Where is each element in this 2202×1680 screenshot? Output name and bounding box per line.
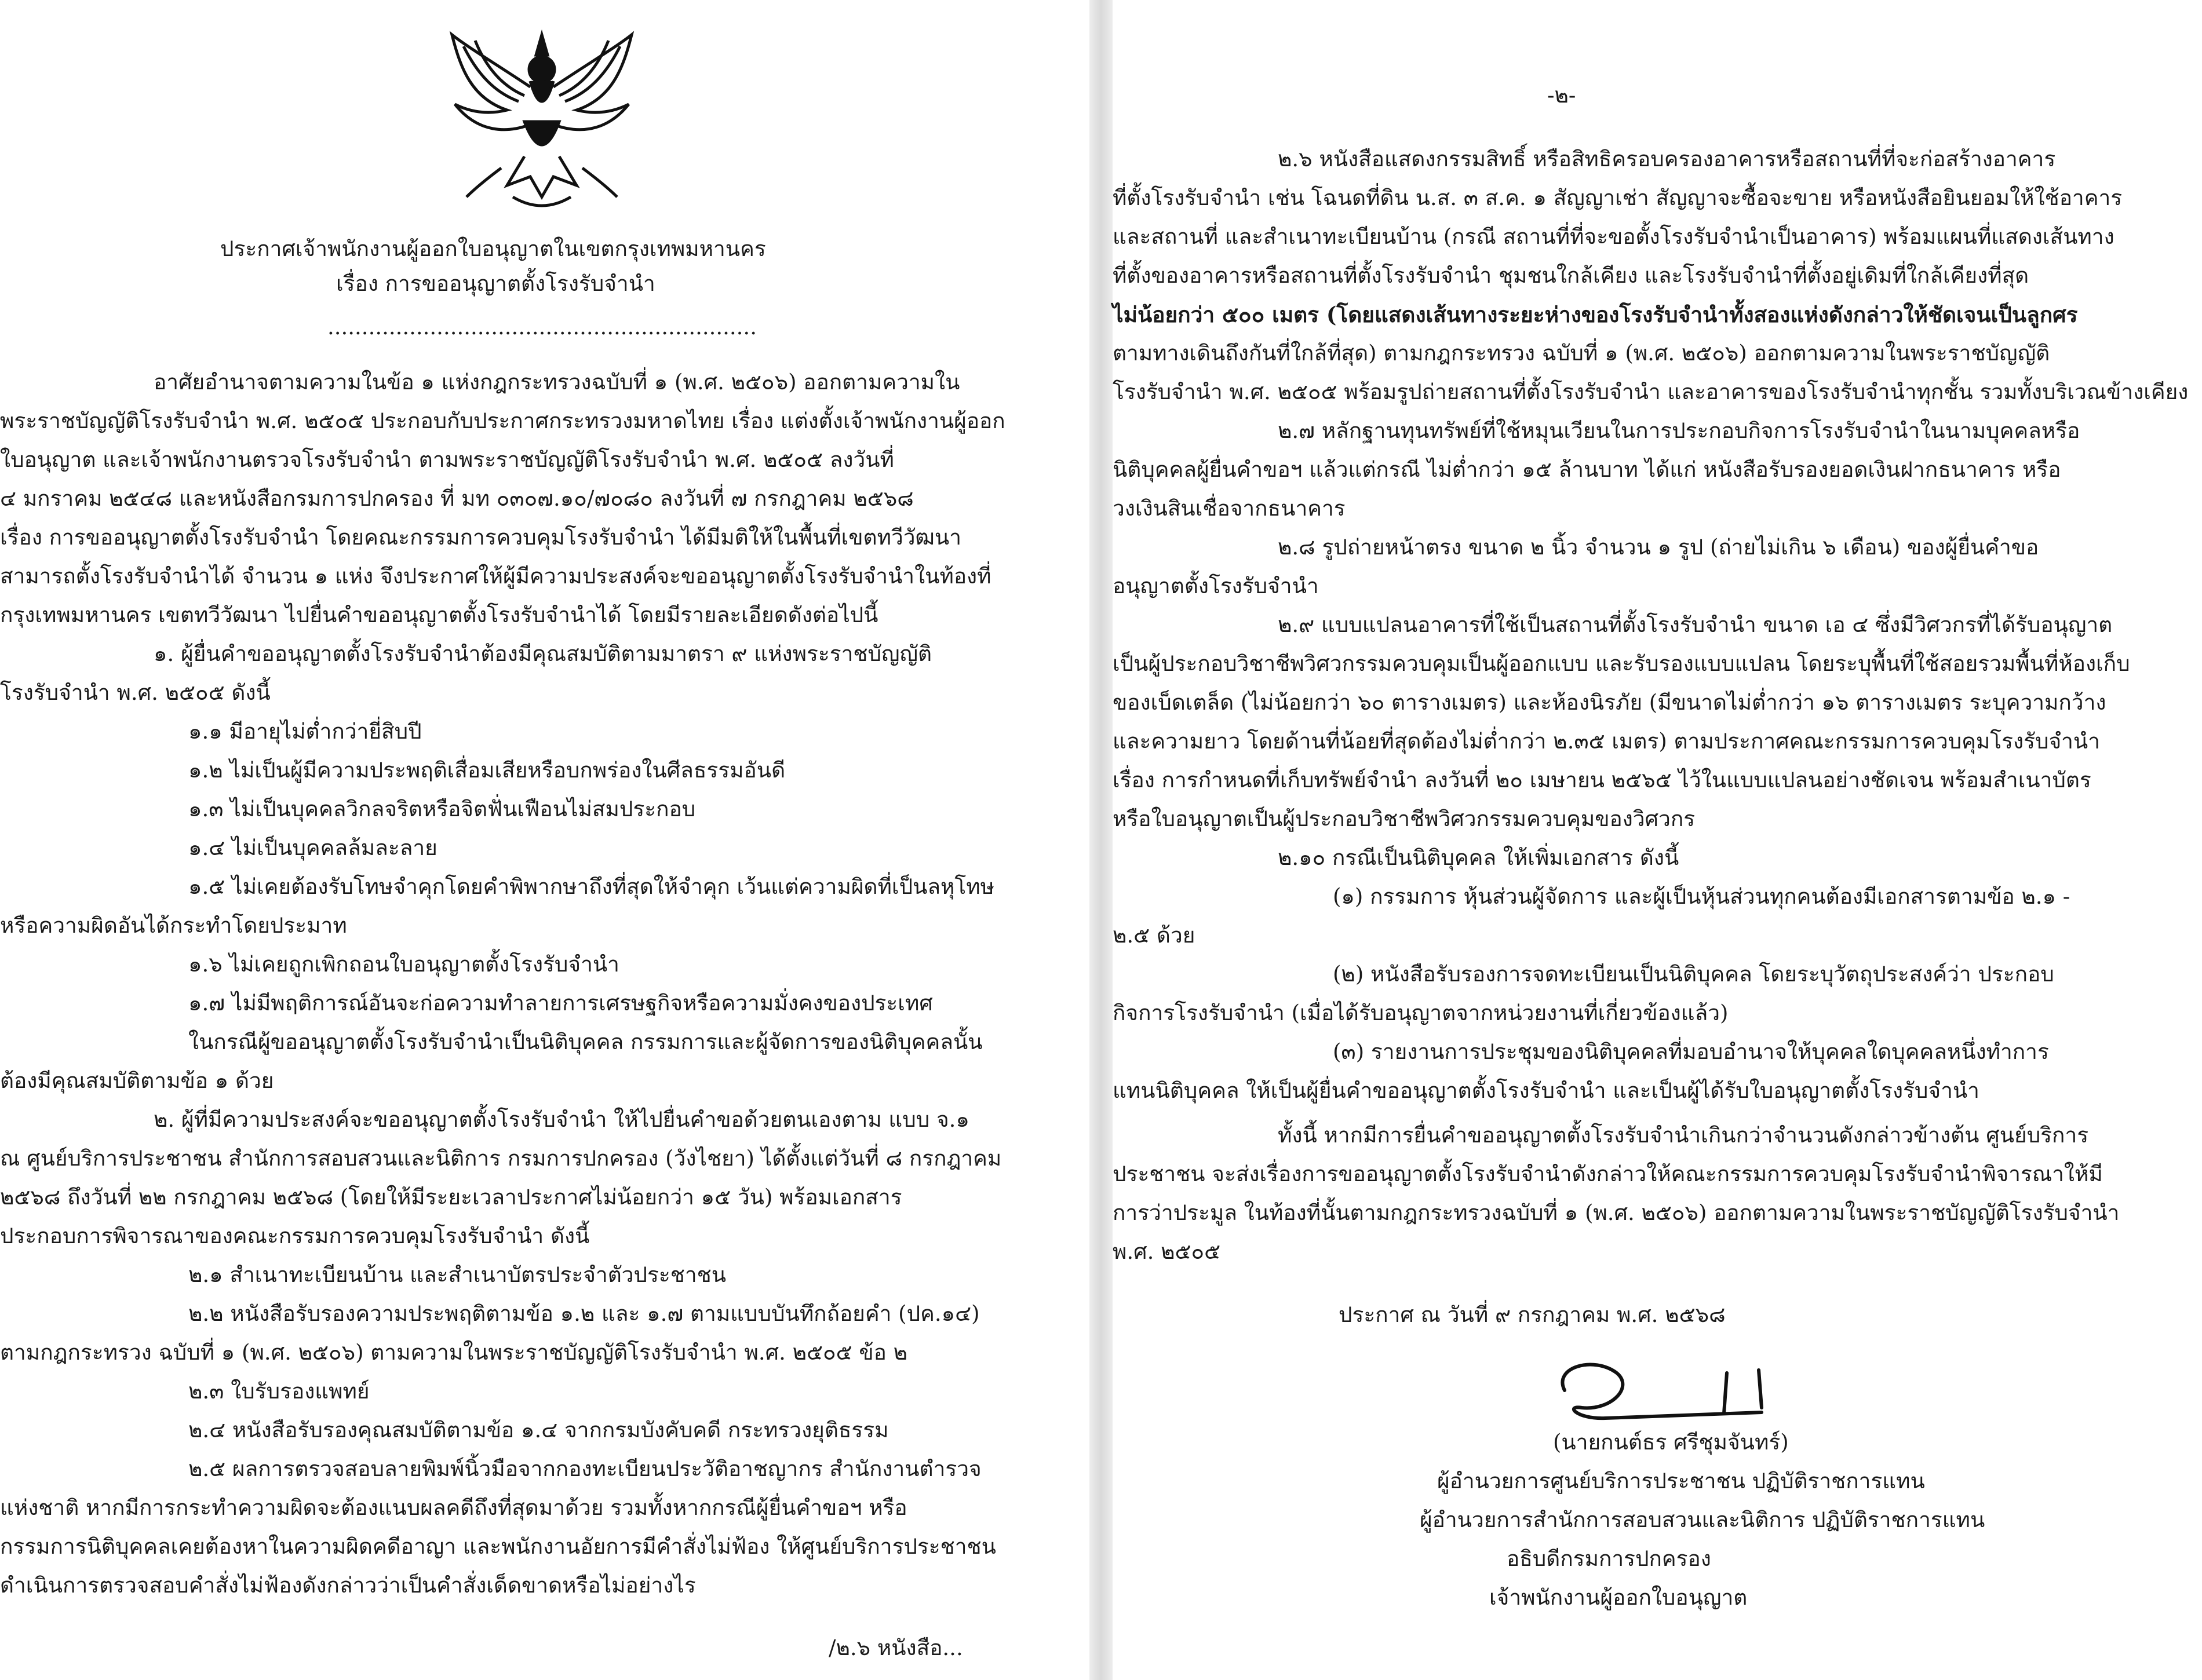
body-line: การว่าประมูล ในท้องที่นั้นตามกฎกระทรวงฉบับที่ ๑ (พ.ศ. ๒๕๐๖) ออกตามความในพระราชบัญญัติโรงรับจำนำ: [1113, 1200, 2120, 1225]
body-line: กิจการโรงรับจำนำ (เมื่อได้รับอนุญาตจากหน่วยงานที่เกี่ยวข้องแล้ว): [1113, 1000, 1729, 1025]
body-line: ๑.๕ ไม่เคยต้องรับโทษจำคุกโดยคำพิพากษาถึงที่สุดให้จำคุก เว้นแต่ความผิดที่เป็นลหุโทษ: [188, 874, 995, 899]
continuation-marker: /๒.๖ หนังสือ...: [829, 1635, 963, 1660]
announcement-title: ประกาศเจ้าพนักงานผู้ออกใบอนุญาตในเขตกรุงเทพมหานคร: [220, 236, 766, 261]
body-line: ๒.๙ แบบแปลนอาคารที่ใช้เป็นสถานที่ตั้งโรงรับจำนำ ขนาด เอ ๔ ซึ่งมีวิศวกรที่ได้รับอนุญาต: [1278, 612, 2113, 637]
garuda-emblem-icon: [443, 23, 640, 214]
body-line: (๑) กรรมการ หุ้นส่วนผู้จัดการ และผู้เป็นหุ้นส่วนทุกคนต้องมีเอกสารตามข้อ ๒.๑ -: [1333, 884, 2070, 909]
body-line: ใบอนุญาต และเจ้าพนักงานตรวจโรงรับจำนำ ตามพระราชบัญญัติโรงรับจำนำ พ.ศ. ๒๕๐๕ ลงวันที่: [0, 447, 894, 472]
body-line: ๑. ผู้ยื่นคำขออนุญาตตั้งโรงรับจำนำต้องมีคุณสมบัติตามมาตรา ๙ แห่งพระราชบัญญัติ: [154, 641, 932, 666]
signatory-title: อธิบดีกรมการปกครอง: [1507, 1546, 1711, 1571]
body-line: เรื่อง การกำหนดที่เก็บทรัพย์จำนำ ลงวันที่ ๒๐ เมษายน ๒๕๖๕ ไว้ในแบบแปลนอย่างชัดเจน พร้อมสำเนาบัตร: [1113, 768, 2091, 792]
document-page-right: [1113, 0, 2202, 1680]
body-line: หรือใบอนุญาตเป็นผู้ประกอบวิชาชีพวิศวกรรมควบคุมของวิศวกร: [1113, 806, 1696, 831]
body-line: ๒.๖ หนังสือแสดงกรรมสิทธิ์ หรือสิทธิครอบครองอาคารหรือสถานที่ที่จะก่อสร้างอาคาร: [1278, 147, 2056, 171]
body-line: เป็นผู้ประกอบวิชาชีพวิศวกรรมควบคุมเป็นผู้ออกแบบ และรับรองแบบแปลน โดยระบุพื้นที่ใช้สอยรวมพื้นที่ห้องเก็บ: [1113, 651, 2130, 676]
body-line: ทั้งนี้ หากมีการยื่นคำขออนุญาตตั้งโรงรับจำนำเกินกว่าจำนวนดังกล่าวข้างต้น ศูนย์บริการ: [1278, 1123, 2089, 1148]
body-line: แทนนิติบุคคล ให้เป็นผู้ยื่นคำขออนุญาตตั้งโรงรับจำนำ และเป็นผู้ได้รับใบอนุญาตตั้งโรงรับจำนำ: [1113, 1078, 1979, 1103]
signatory-title: ผู้อำนวยการสำนักการสอบสวนและนิติการ ปฏิบัติราชการแทน: [1420, 1507, 1985, 1532]
body-line: ๒.๑ สำเนาทะเบียนบ้าน และสำเนาบัตรประจำตัวประชาชน: [188, 1262, 727, 1287]
body-line: ๑.๓ ไม่เป็นบุคคลวิกลจริตหรือจิตฟั่นเฟือนไม่สมประกอบ: [188, 797, 696, 821]
handwritten-signature-icon: [1530, 1350, 1779, 1431]
body-line: ประกอบการพิจารณาของคณะกรรมการควบคุมโรงรับจำนำ ดังนี้: [0, 1224, 590, 1248]
body-line: (๒) หนังสือรับรองการจดทะเบียนเป็นนิติบุคคล โดยระบุวัตถุประสงค์ว่า ประกอบ: [1333, 962, 2054, 987]
body-line: ๒.๓ ใบรับรองแพทย์: [188, 1379, 370, 1404]
body-line: และสถานที่ และสำเนาทะเบียนบ้าน (กรณี สถานที่ที่จะขอตั้งโรงรับจำนำเป็นอาคาร) พร้อมแผนที่แสดงเส้นทาง: [1113, 224, 2114, 249]
body-line: ๒.๕ ผลการตรวจสอบลายพิมพ์นิ้วมือจากกองทะเบียนประวัติอาชญากร สำนักงานตำรวจ: [188, 1456, 982, 1481]
body-line: พระราชบัญญัติโรงรับจำนำ พ.ศ. ๒๕๐๕ ประกอบกับประกาศกระทรวงมหาดไทย เรื่อง แต่งตั้งเจ้าพนักงานผู้ออก: [0, 408, 1005, 433]
body-line: ๔ มกราคม ๒๕๔๘ และหนังสือกรมการปกครอง ที่ มท ๐๓๐๗.๑๐/๗๐๘๐ ลงวันที่ ๗ กรกฎาคม ๒๕๖๘: [0, 486, 914, 511]
body-line: ๒.๑๐ กรณีเป็นนิติบุคคล ให้เพิ่มเอกสาร ดังนี้: [1278, 845, 1679, 870]
body-line: โรงรับจำนำ พ.ศ. ๒๕๐๕ พร้อมรูปถ่ายสถานที่ตั้งโรงรับจำนำ และอาคารของโรงรับจำนำทุกชั้น รวมทั้งบริเวณข้างเคียง: [1113, 379, 2189, 404]
announcement-subject: เรื่อง การขออนุญาตตั้งโรงรับจำนำ: [336, 271, 655, 296]
signatory-title: ผู้อำนวยการศูนย์บริการประชาชน ปฏิบัติราชการแทน: [1437, 1469, 1925, 1493]
page-gutter: [1089, 0, 1113, 1680]
announce-date: ประกาศ ณ วันที่ ๙ กรกฎาคม พ.ศ. ๒๕๖๘: [1339, 1302, 1726, 1327]
body-line: ๒.๕ ด้วย: [1113, 923, 1195, 948]
body-line: นิติบุคคลผู้ยื่นคำขอฯ แล้วแต่กรณี ไม่ต่ำกว่า ๑๕ ล้านบาท ได้แก่ หนังสือรับรองยอดเงินฝากธนาคาร หรือ: [1113, 457, 2061, 482]
body-line: กรรมการนิติบุคคลเคยต้องหาในความผิดคดีอาญา และพนักงานอัยการมีคำสั่งไม่ฟ้อง ให้ศูนย์บริการประชาชน: [0, 1534, 996, 1559]
body-line: ๒.๘ รูปถ่ายหน้าตรง ขนาด ๒ นิ้ว จำนวน ๑ รูป (ถ่ายไม่เกิน ๖ เดือน) ของผู้ยื่นคำขอ: [1278, 535, 2039, 560]
body-line: ๑.๔ ไม่เป็นบุคคลล้มละลาย: [188, 835, 438, 860]
body-line: วงเงินสินเชื่อจากธนาคาร: [1113, 496, 1346, 521]
body-line: อนุญาตตั้งโรงรับจำนำ: [1113, 574, 1319, 598]
body-line: อาศัยอำนาจตามความในข้อ ๑ แห่งกฎกระทรวงฉบับที่ ๑ (พ.ศ. ๒๕๐๖) ออกตามความใน: [154, 370, 960, 395]
body-line: โรงรับจำนำ พ.ศ. ๒๕๐๕ ดังนี้: [0, 680, 271, 705]
body-line: ตามทางเดินถึงกันที่ใกล้ที่สุด) ตามกฎกระทรวง ฉบับที่ ๑ (พ.ศ. ๒๕๐๖) ออกตามความในพระราชบัญญัติ: [1113, 341, 2050, 366]
body-line: พ.ศ. ๒๕๐๕: [1113, 1239, 1221, 1264]
signatory-title: เจ้าพนักงานผู้ออกใบอนุญาต: [1489, 1585, 1748, 1610]
body-line: เรื่อง การขออนุญาตตั้งโรงรับจำนำ โดยคณะกรรมการควบคุมโรงรับจำนำ ได้มีมติให้ในพื้นที่เขตทวีวัฒนา: [0, 525, 962, 550]
body-line: ประชาชน จะส่งเรื่องการขออนุญาตตั้งโรงรับจำนำดังกล่าวให้คณะกรรมการควบคุมโรงรับจำนำพิจารณาให้มี: [1113, 1162, 2103, 1186]
body-line: ๑.๗ ไม่มีพฤติการณ์อันจะก่อความทำลายการเศรษฐกิจหรือความมั่งคงของประเทศ: [188, 991, 933, 1016]
body-line: กรุงเทพมหานคร เขตทวีวัฒนา ไปยื่นคำขออนุญาตตั้งโรงรับจำนำได้ โดยมีรายละเอียดดังต่อไปนี้: [0, 602, 878, 627]
body-line: ๑.๒ ไม่เป็นผู้มีความประพฤติเสื่อมเสียหรือบกพร่องในศีลธรรมอันดี: [188, 758, 786, 783]
body-line: ๒. ผู้ที่มีความประสงค์จะขออนุญาตตั้งโรงรับจำนำ ให้ไปยื่นคำขอด้วยตนเองตาม แบบ จ.๑: [154, 1107, 969, 1132]
body-line: แห่งชาติ หากมีการกระทำความผิดจะต้องแนบผลคดีถึงที่สุดมาด้วย รวมทั้งหากกรณีผู้ยื่นคำขอฯ หรือ: [0, 1495, 907, 1520]
body-line: ต้องมีคุณสมบัติตามข้อ ๑ ด้วย: [0, 1068, 274, 1093]
title-divider: ...............................................................: [327, 315, 757, 339]
body-line: สามารถตั้งโรงรับจำนำได้ จำนวน ๑ แห่ง จึงประกาศให้ผู้มีความประสงค์จะขออนุญาตตั้งโรงรับจำนำในท้องที่: [0, 564, 991, 589]
body-line: ที่ตั้งโรงรับจำนำ เช่น โฉนดที่ดิน น.ส. ๓ ส.ค. ๑ สัญญาเช่า สัญญาจะซื้อจะขาย หรือหนังสือยินยอมให้ใช้อาคาร: [1113, 185, 2123, 210]
body-line: ๒.๒ หนังสือรับรองความประพฤติตามข้อ ๑.๒ และ ๑.๗ ตามแบบบันทึกถ้อยคำ (ปค.๑๔): [188, 1301, 980, 1326]
body-line: ดำเนินการตรวจสอบคำสั่งไม่ฟ้องดังกล่าวว่าเป็นคำสั่งเด็ดขาดหรือไม่อย่างไร: [0, 1573, 696, 1598]
body-line: ๑.๑ มีอายุไม่ต่ำกว่ายี่สิบปี: [188, 719, 422, 744]
body-line: ที่ตั้งของอาคารหรือสถานที่ตั้งโรงรับจำนำ ชุมชนใกล้เคียง และโรงรับจำนำที่ตั้งอยู่เดิมที่ใกล้เคียงที่สุด: [1113, 263, 2029, 288]
signatory-name: (นายกนต์ธร ศรีชุมจันทร์): [1553, 1430, 1789, 1455]
body-line: และความยาว โดยด้านที่น้อยที่สุดต้องไม่ต่ำกว่า ๒.๓๕ เมตร) ตามประกาศคณะกรรมการควบคุมโรงรับจำนำ: [1113, 729, 2101, 754]
page-number: -๒-: [1547, 83, 1576, 108]
body-line: ๒.๔ หนังสือรับรองคุณสมบัติตามข้อ ๑.๔ จากกรมบังคับคดี กระทรวงยุติธรรม: [188, 1418, 889, 1442]
body-line: ๑.๖ ไม่เคยถูกเพิกถอนใบอนุญาตตั้งโรงรับจำนำ: [188, 952, 619, 977]
body-line: ๒๕๖๘ ถึงวันที่ ๒๒ กรกฎาคม ๒๕๖๘ (โดยให้มีระยะเวลาประกาศไม่น้อยกว่า ๑๕ วัน) พร้อมเอกสาร: [0, 1185, 902, 1210]
body-line: ตามกฎกระทรวง ฉบับที่ ๑ (พ.ศ. ๒๕๐๖) ตามความในพระราชบัญญัติโรงรับจำนำ พ.ศ. ๒๕๐๕ ข้อ ๒: [0, 1340, 908, 1365]
body-line: ณ ศูนย์บริการประชาชน สำนักการสอบสวนและนิติการ กรมการปกครอง (วังไชยา) ได้ตั้งแต่วันที่ ๘ กรกฎาคม: [0, 1146, 1002, 1171]
body-line: หรือความผิดอันได้กระทำโดยประมาท: [0, 913, 347, 938]
document-page-left: [0, 0, 1089, 1680]
body-line: ๒.๗ หลักฐานทุนทรัพย์ที่ใช้หมุนเวียนในการประกอบกิจการโรงรับจำนำในนามบุคคลหรือ: [1278, 418, 2080, 443]
body-line: (๓) รายงานการประชุมของนิติบุคคลที่มอบอำนาจให้บุคคลใดบุคคลหนึ่งทำการ: [1333, 1039, 2049, 1064]
body-line: ในกรณีผู้ขออนุญาตตั้งโรงรับจำนำเป็นนิติบุคคล กรรมการและผู้จัดการของนิติบุคคลนั้น: [188, 1029, 983, 1054]
body-line: ของเบ็ดเตล็ด (ไม่น้อยกว่า ๖๐ ตารางเมตร) และห้องนิรภัย (มีขนาดไม่ต่ำกว่า ๑๖ ตารางเมตร ระบุความกว้าง: [1113, 690, 2106, 715]
body-line: ไม่น้อยกว่า ๕๐๐ เมตร (โดยแสดงเส้นทางระยะห่างของโรงรับจำนำทั้งสองแห่งดังกล่าวให้ชัดเจนเป็นลูกศร: [1113, 302, 2078, 327]
